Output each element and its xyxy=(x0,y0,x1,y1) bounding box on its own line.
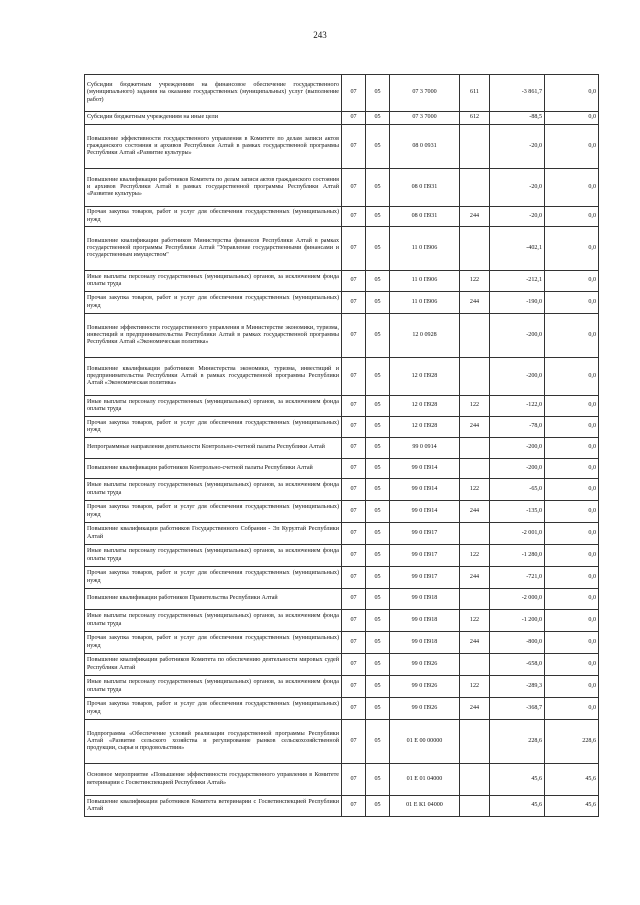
row-amount-2: 0,0 xyxy=(545,654,599,676)
table-row xyxy=(85,438,599,459)
row-amount-1: -2 001,0 xyxy=(490,523,545,545)
row-target-item: 99 0 П918 xyxy=(390,632,460,654)
row-section: 07 xyxy=(342,459,366,479)
row-expense-type xyxy=(460,227,490,271)
row-section: 07 xyxy=(342,227,366,271)
table-row xyxy=(85,589,599,610)
row-name: Повышение квалификации работников Комитета по обеспечению деятельности мировых судей Республики Алтай xyxy=(85,654,342,676)
row-expense-type xyxy=(460,654,490,676)
table-row xyxy=(85,610,599,632)
row-name: Прочая закупка товаров, работ и услуг для обеспечения государственных (муниципальных) нужд xyxy=(85,207,342,227)
row-subsection: 05 xyxy=(366,292,390,314)
row-subsection: 05 xyxy=(366,75,390,112)
row-target-item: 11 0 П906 xyxy=(390,271,460,292)
row-section: 07 xyxy=(342,632,366,654)
table-row xyxy=(85,654,599,676)
row-amount-1: -800,0 xyxy=(490,632,545,654)
table-row xyxy=(85,75,599,112)
row-subsection: 05 xyxy=(366,459,390,479)
row-amount-1: -20,0 xyxy=(490,169,545,207)
row-section: 07 xyxy=(342,207,366,227)
row-subsection: 05 xyxy=(366,545,390,567)
row-amount-2: 45,6 xyxy=(545,796,599,817)
table-row xyxy=(85,358,599,396)
row-subsection: 05 xyxy=(366,227,390,271)
row-target-item: 99 0 П918 xyxy=(390,589,460,610)
row-target-item: 07 3 7000 xyxy=(390,75,460,112)
table-row xyxy=(85,396,599,417)
row-subsection: 05 xyxy=(366,417,390,438)
row-amount-2: 45,6 xyxy=(545,764,599,796)
row-subsection: 05 xyxy=(366,314,390,358)
table-row xyxy=(85,112,599,125)
row-subsection: 05 xyxy=(366,271,390,292)
row-amount-2: 0,0 xyxy=(545,545,599,567)
row-name: Прочая закупка товаров, работ и услуг для обеспечения государственных (муниципальных) нужд xyxy=(85,417,342,438)
row-expense-type: 244 xyxy=(460,632,490,654)
row-amount-1: -88,5 xyxy=(490,112,545,125)
row-expense-type: 122 xyxy=(460,610,490,632)
row-expense-type xyxy=(460,589,490,610)
row-subsection: 05 xyxy=(366,764,390,796)
row-section: 07 xyxy=(342,125,366,169)
table-row xyxy=(85,417,599,438)
row-amount-2: 0,0 xyxy=(545,314,599,358)
table-row xyxy=(85,169,599,207)
row-target-item: 99 0 П926 xyxy=(390,676,460,698)
row-section: 07 xyxy=(342,698,366,720)
row-amount-2: 0,0 xyxy=(545,698,599,720)
table-row xyxy=(85,314,599,358)
budget-table-body xyxy=(85,75,599,817)
row-name: Прочая закупка товаров, работ и услуг для обеспечения государственных (муниципальных) нужд xyxy=(85,501,342,523)
row-amount-2: 0,0 xyxy=(545,75,599,112)
row-subsection: 05 xyxy=(366,610,390,632)
row-amount-1: -1 280,0 xyxy=(490,545,545,567)
row-name: Иные выплаты персоналу государственных (муниципальных) органов, за исключением фонда оплаты труда xyxy=(85,479,342,501)
row-amount-2: 0,0 xyxy=(545,589,599,610)
row-name: Иные выплаты персоналу государственных (муниципальных) органов, за исключением фонда оплаты труда xyxy=(85,610,342,632)
row-target-item: 99 0 П917 xyxy=(390,523,460,545)
row-amount-2: 0,0 xyxy=(545,567,599,589)
row-subsection: 05 xyxy=(366,396,390,417)
row-name: Субсидии бюджетным учреждениям на иные цели xyxy=(85,112,342,125)
row-expense-type xyxy=(460,358,490,396)
row-section: 07 xyxy=(342,501,366,523)
row-section: 07 xyxy=(342,676,366,698)
row-target-item: 12 0 П928 xyxy=(390,417,460,438)
row-subsection: 05 xyxy=(366,698,390,720)
row-subsection: 05 xyxy=(366,720,390,764)
row-subsection: 05 xyxy=(366,523,390,545)
table-row xyxy=(85,459,599,479)
row-name: Иные выплаты персоналу государственных (муниципальных) органов, за исключением фонда оплаты труда xyxy=(85,676,342,698)
row-expense-type: 122 xyxy=(460,479,490,501)
row-amount-1: -3 861,7 xyxy=(490,75,545,112)
row-subsection: 05 xyxy=(366,207,390,227)
page-number: 243 xyxy=(313,30,327,40)
row-expense-type xyxy=(460,438,490,459)
row-subsection: 05 xyxy=(366,358,390,396)
row-expense-type: 611 xyxy=(460,75,490,112)
row-subsection: 05 xyxy=(366,438,390,459)
row-name: Иные выплаты персоналу государственных (муниципальных) органов, за исключением фонда оплаты труда xyxy=(85,396,342,417)
row-amount-1: -122,0 xyxy=(490,396,545,417)
row-section: 07 xyxy=(342,314,366,358)
table-row xyxy=(85,698,599,720)
row-amount-1: -78,0 xyxy=(490,417,545,438)
row-amount-2: 0,0 xyxy=(545,676,599,698)
table-row xyxy=(85,545,599,567)
table-row xyxy=(85,227,599,271)
table-row xyxy=(85,501,599,523)
row-section: 07 xyxy=(342,417,366,438)
row-target-item: 08 0 П931 xyxy=(390,169,460,207)
row-section: 07 xyxy=(342,479,366,501)
row-expense-type: 612 xyxy=(460,112,490,125)
table-row xyxy=(85,479,599,501)
row-amount-1: -368,7 xyxy=(490,698,545,720)
row-expense-type xyxy=(460,720,490,764)
row-section: 07 xyxy=(342,169,366,207)
row-amount-1: -65,0 xyxy=(490,479,545,501)
budget-table xyxy=(84,74,599,817)
row-subsection: 05 xyxy=(366,676,390,698)
row-amount-2: 0,0 xyxy=(545,417,599,438)
row-section: 07 xyxy=(342,545,366,567)
table-row xyxy=(85,567,599,589)
row-subsection: 05 xyxy=(366,589,390,610)
row-section: 07 xyxy=(342,358,366,396)
row-name: Иные выплаты персоналу государственных (муниципальных) органов, за исключением фонда оплаты труда xyxy=(85,271,342,292)
row-target-item: 11 0 П906 xyxy=(390,292,460,314)
row-target-item: 99 0 П926 xyxy=(390,654,460,676)
row-name: Повышение эффективности государственного управления в Министерстве экономики, туризма, инвестиций и предпринимательства Республики Алтай в рамках государственной программы Республики Алтай «Экономическая политика» xyxy=(85,314,342,358)
row-expense-type: 244 xyxy=(460,501,490,523)
row-amount-2: 0,0 xyxy=(545,632,599,654)
row-name: Непрограммные направления деятельности Контрольно-счетной палаты Республики Алтай xyxy=(85,438,342,459)
row-name: Повышение квалификации работников Комитета ветеринарии с Госветинспекцией Республики Алтай xyxy=(85,796,342,817)
row-amount-2: 0,0 xyxy=(545,112,599,125)
row-target-item: 01 Е 00 00000 xyxy=(390,720,460,764)
row-subsection: 05 xyxy=(366,796,390,817)
row-amount-1: -212,1 xyxy=(490,271,545,292)
row-amount-1: -20,0 xyxy=(490,207,545,227)
row-name: Прочая закупка товаров, работ и услуг для обеспечения государственных (муниципальных) нужд xyxy=(85,698,342,720)
row-section: 07 xyxy=(342,396,366,417)
row-amount-2: 228,6 xyxy=(545,720,599,764)
row-target-item: 08 0 0931 xyxy=(390,125,460,169)
row-target-item: 01 Е К1 04000 xyxy=(390,796,460,817)
row-name: Повышение квалификации работников Министерства финансов Республики Алтай в рамках государственной программы Республики Алтай "Управление государственными финансами и государственным имуществом" xyxy=(85,227,342,271)
row-name: Прочая закупка товаров, работ и услуг для обеспечения государственных (муниципальных) нужд xyxy=(85,632,342,654)
row-name: Повышение квалификации работников Государственного Собрания - Эл Курултай Республики Алтай xyxy=(85,523,342,545)
row-target-item: 12 0 0928 xyxy=(390,314,460,358)
row-expense-type xyxy=(460,459,490,479)
row-amount-2: 0,0 xyxy=(545,271,599,292)
row-section: 07 xyxy=(342,764,366,796)
row-amount-2: 0,0 xyxy=(545,207,599,227)
row-amount-2: 0,0 xyxy=(545,125,599,169)
row-amount-2: 0,0 xyxy=(545,358,599,396)
table-row xyxy=(85,676,599,698)
row-expense-type xyxy=(460,169,490,207)
row-amount-1: -200,0 xyxy=(490,358,545,396)
row-amount-1: -200,0 xyxy=(490,314,545,358)
row-target-item: 99 0 П926 xyxy=(390,698,460,720)
row-section: 07 xyxy=(342,796,366,817)
row-name: Прочая закупка товаров, работ и услуг для обеспечения государственных (муниципальных) нужд xyxy=(85,567,342,589)
row-name: Повышение квалификации работников Контрольно-счетной палаты Республики Алтай xyxy=(85,459,342,479)
row-name: Повышение эффективности государственного управления в Комитете по делам записи актов гражданского состояния и архивов Республики Алтай в рамках государственной программы Республики Алтай «Развитие культуры» xyxy=(85,125,342,169)
row-amount-2: 0,0 xyxy=(545,169,599,207)
row-amount-1: -200,0 xyxy=(490,438,545,459)
row-expense-type xyxy=(460,314,490,358)
row-amount-2: 0,0 xyxy=(545,523,599,545)
row-section: 07 xyxy=(342,438,366,459)
row-target-item: 99 0 П917 xyxy=(390,545,460,567)
row-section: 07 xyxy=(342,610,366,632)
table-row xyxy=(85,523,599,545)
row-amount-2: 0,0 xyxy=(545,292,599,314)
row-expense-type: 244 xyxy=(460,698,490,720)
row-section: 07 xyxy=(342,567,366,589)
row-section: 07 xyxy=(342,654,366,676)
row-target-item: 99 0 П918 xyxy=(390,610,460,632)
row-expense-type: 122 xyxy=(460,396,490,417)
row-subsection: 05 xyxy=(366,112,390,125)
row-expense-type xyxy=(460,125,490,169)
row-name: Повышение квалификации работников Министерства экономики, туризма, инвестиций и предпринимательства Республики Алтай в рамках государственной программы Республики Алтай «Экономическая политика» xyxy=(85,358,342,396)
row-amount-2: 0,0 xyxy=(545,610,599,632)
row-amount-1: 228,6 xyxy=(490,720,545,764)
row-name: Повышение квалификации работников Правительства Республики Алтай xyxy=(85,589,342,610)
row-subsection: 05 xyxy=(366,632,390,654)
table-row xyxy=(85,271,599,292)
row-name: Повышение квалификации работников Комитета по делам записи актов гражданского состояния и архивов Республики Алтай в рамках государственной программы Республики Алтай «Развитие культуры» xyxy=(85,169,342,207)
row-amount-1: -402,1 xyxy=(490,227,545,271)
row-amount-1: -658,0 xyxy=(490,654,545,676)
row-expense-type xyxy=(460,764,490,796)
row-expense-type: 244 xyxy=(460,417,490,438)
row-target-item: 07 3 7000 xyxy=(390,112,460,125)
row-section: 07 xyxy=(342,523,366,545)
row-section: 07 xyxy=(342,720,366,764)
row-subsection: 05 xyxy=(366,501,390,523)
row-amount-2: 0,0 xyxy=(545,459,599,479)
row-amount-1: -135,0 xyxy=(490,501,545,523)
row-target-item: 12 0 П928 xyxy=(390,358,460,396)
row-name: Прочая закупка товаров, работ и услуг для обеспечения государственных (муниципальных) нужд xyxy=(85,292,342,314)
row-subsection: 05 xyxy=(366,169,390,207)
row-amount-1: -2 000,0 xyxy=(490,589,545,610)
row-amount-2: 0,0 xyxy=(545,438,599,459)
row-amount-1: -1 200,0 xyxy=(490,610,545,632)
row-section: 07 xyxy=(342,292,366,314)
row-target-item: 99 0 П914 xyxy=(390,459,460,479)
row-expense-type xyxy=(460,523,490,545)
row-amount-1: -200,0 xyxy=(490,459,545,479)
table-row xyxy=(85,632,599,654)
row-amount-2: 0,0 xyxy=(545,396,599,417)
row-amount-2: 0,0 xyxy=(545,501,599,523)
row-expense-type: 122 xyxy=(460,676,490,698)
row-expense-type: 244 xyxy=(460,567,490,589)
row-subsection: 05 xyxy=(366,567,390,589)
row-target-item: 08 0 П931 xyxy=(390,207,460,227)
row-target-item: 99 0 0914 xyxy=(390,438,460,459)
row-name: Иные выплаты персоналу государственных (муниципальных) органов, за исключением фонда оплаты труда xyxy=(85,545,342,567)
row-subsection: 05 xyxy=(366,479,390,501)
row-amount-1: -721,0 xyxy=(490,567,545,589)
table-row xyxy=(85,292,599,314)
row-expense-type: 122 xyxy=(460,271,490,292)
row-target-item: 99 0 П914 xyxy=(390,501,460,523)
row-expense-type: 244 xyxy=(460,292,490,314)
row-amount-1: 45,6 xyxy=(490,796,545,817)
row-name: Основное мероприятие «Повышение эффективности государственного управления в Комитете ветеринарии с Госветинспекцией Республики Алтай» xyxy=(85,764,342,796)
row-target-item: 11 0 П906 xyxy=(390,227,460,271)
row-amount-1: -190,0 xyxy=(490,292,545,314)
table-row xyxy=(85,796,599,817)
row-expense-type: 244 xyxy=(460,207,490,227)
table-row xyxy=(85,125,599,169)
row-section: 07 xyxy=(342,75,366,112)
table-row xyxy=(85,764,599,796)
row-subsection: 05 xyxy=(366,125,390,169)
row-name: Субсидии бюджетным учреждениям на финансовое обеспечение государственного (муниципального) задания на оказание государственных (муниципальных) услуг (выполнение работ) xyxy=(85,75,342,112)
row-section: 07 xyxy=(342,271,366,292)
row-section: 07 xyxy=(342,589,366,610)
row-amount-1: -20,0 xyxy=(490,125,545,169)
row-section: 07 xyxy=(342,112,366,125)
row-target-item: 99 0 П917 xyxy=(390,567,460,589)
row-amount-2: 0,0 xyxy=(545,227,599,271)
table-row xyxy=(85,720,599,764)
row-amount-1: -289,3 xyxy=(490,676,545,698)
row-amount-1: 45,6 xyxy=(490,764,545,796)
row-expense-type: 122 xyxy=(460,545,490,567)
row-subsection: 05 xyxy=(366,654,390,676)
row-target-item: 99 0 П914 xyxy=(390,479,460,501)
row-amount-2: 0,0 xyxy=(545,479,599,501)
row-expense-type xyxy=(460,796,490,817)
row-name: Подпрограмма «Обеспечение условий реализации государственной программы Республики Алтай «Развитие сельского хозяйства и регулирование рынков сельскохозяйственной продукции, сырья и продовольствия» xyxy=(85,720,342,764)
table-row xyxy=(85,207,599,227)
row-target-item: 12 0 П928 xyxy=(390,396,460,417)
row-target-item: 01 Е 01 04000 xyxy=(390,764,460,796)
